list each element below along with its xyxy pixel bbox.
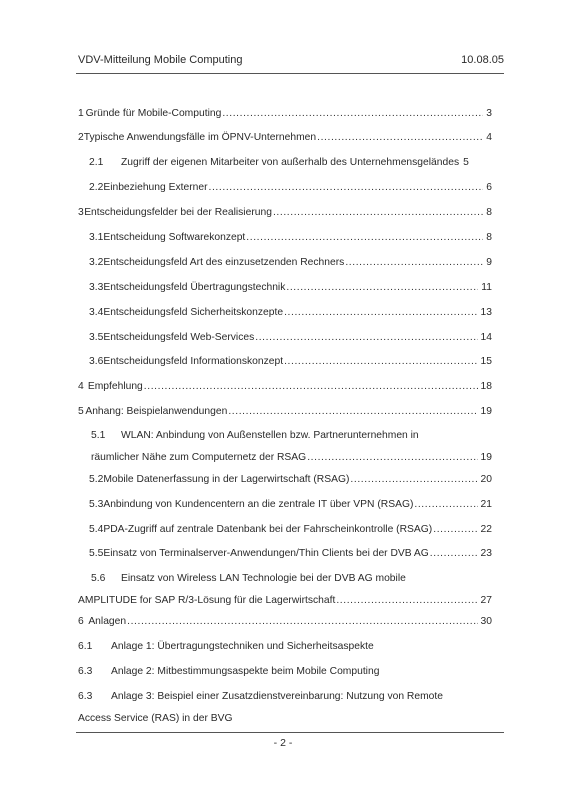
- toc-page: 5: [463, 157, 469, 168]
- toc-title: Einsatz von Wireless LAN Technologie bei der DVB AG mobile: [121, 573, 406, 584]
- toc-leader: [228, 406, 477, 418]
- footer-divider: [76, 732, 504, 733]
- toc-entry[interactable]: [78, 132, 492, 144]
- toc-number: 3.6: [89, 356, 104, 367]
- toc-number: 5.3: [89, 499, 104, 510]
- toc-page: 30: [480, 616, 492, 627]
- toc-leader: [127, 616, 477, 628]
- toc-page: 21: [480, 499, 492, 510]
- toc-number: 5.1: [91, 430, 106, 441]
- toc-page: 8: [486, 207, 492, 218]
- toc-entry[interactable]: [78, 207, 492, 219]
- toc-entry[interactable]: [78, 307, 492, 319]
- toc-page: 20: [480, 474, 492, 485]
- toc-title: Anhang: Beispielanwendungen: [85, 406, 228, 417]
- toc-number: 3.1: [89, 232, 104, 243]
- toc-title: Anlage 2: Mitbestimmungsaspekte beim Mobile Computing: [111, 666, 380, 677]
- toc-leader: [255, 332, 477, 344]
- toc-title: Einsatz von Terminalserver-Anwendungen/Thin Clients bei der DVB AG: [103, 548, 429, 559]
- toc-page: 11: [481, 282, 492, 293]
- toc-leader: [350, 474, 477, 486]
- toc-title: Zugriff der eigenen Mitarbeiter von außerhalb des Unternehmensgeländes: [121, 157, 460, 168]
- toc-entry[interactable]: [78, 524, 492, 536]
- toc-title-continued: Access Service (RAS) in der BVG: [78, 713, 233, 724]
- toc-page: 3: [486, 108, 492, 119]
- toc-leader: [144, 381, 478, 393]
- toc-number: 5.6: [91, 573, 106, 584]
- toc-page: 19: [480, 452, 492, 463]
- toc-number: 5.2: [89, 474, 104, 485]
- toc-number: 6.1: [78, 641, 93, 652]
- toc-entry[interactable]: [78, 641, 492, 653]
- toc-entry[interactable]: [78, 282, 492, 294]
- toc-title: Typische Anwendungsfälle im ÖPNV-Unternehmen: [83, 132, 317, 143]
- toc-page: 23: [480, 548, 492, 559]
- toc-number: 3.5: [89, 332, 104, 343]
- toc-entry[interactable]: [78, 666, 492, 678]
- toc-number: 6.3: [78, 666, 93, 677]
- toc-number: 5.4: [89, 524, 104, 535]
- toc-title: Mobile Datenerfassung in der Lagerwirtschaft (RSAG): [103, 474, 350, 485]
- toc-leader: [284, 356, 477, 368]
- toc-number: 4: [78, 381, 84, 392]
- toc-number: 2.1: [89, 157, 104, 168]
- toc-title: Entscheidungsfeld Web-Services: [103, 332, 255, 343]
- toc-number: 2: [78, 132, 84, 143]
- document-date: 10.08.05: [461, 54, 504, 66]
- toc-title: Entscheidungsfeld Art des einzusetzenden Rechners: [103, 257, 345, 268]
- toc-title: Anlage 1: Übertragungstechniken und Sicherheitsaspekte: [111, 641, 374, 652]
- toc-page: 19: [480, 406, 492, 417]
- toc-title: Entscheidungsfeld Informationskonzept: [103, 356, 284, 367]
- toc-title: Empfehlung: [87, 381, 143, 392]
- header-divider: [76, 73, 504, 74]
- toc-leader: [284, 307, 477, 319]
- toc-entry[interactable]: [78, 474, 492, 486]
- toc-entry[interactable]: [78, 157, 492, 169]
- toc-number: 3.4: [89, 307, 104, 318]
- toc-number: 3.3: [89, 282, 104, 293]
- toc-leader: [307, 452, 477, 464]
- toc-entry[interactable]: [78, 430, 492, 464]
- toc-entry[interactable]: [78, 332, 492, 344]
- toc-number: 5: [78, 406, 84, 417]
- toc-entry[interactable]: [78, 691, 492, 725]
- toc-title: Anlage 3: Beispiel einer Zusatzdienstvereinbarung: Nutzung von Remote: [111, 691, 443, 702]
- toc-number: 2.2: [89, 182, 104, 193]
- toc-title-continued: AMPLITUDE for SAP R/3-Lösung für die Lagerwirtschaft: [78, 595, 336, 606]
- toc-leader: [222, 108, 483, 120]
- toc-title: Gründe für Mobile-Computing: [85, 108, 222, 119]
- toc-entry[interactable]: [78, 356, 492, 368]
- toc-leader: [345, 257, 483, 269]
- toc-entry[interactable]: [78, 548, 492, 560]
- toc-title: Anbindung von Kundencentern an die zentrale IT über VPN (RSAG): [103, 499, 414, 510]
- toc-title: Entscheidungsfeld Sicherheitskonzepte: [103, 307, 284, 318]
- toc-entry[interactable]: [78, 573, 492, 607]
- toc-number: 3: [78, 207, 84, 218]
- toc-entry[interactable]: [78, 381, 492, 393]
- toc-leader: [336, 595, 477, 607]
- toc-page: 27: [480, 595, 492, 606]
- toc-page: 6: [486, 182, 492, 193]
- toc-page: 4: [486, 132, 492, 143]
- toc-leader: [246, 232, 483, 244]
- toc-leader: [209, 182, 484, 194]
- toc-entry[interactable]: [78, 182, 492, 194]
- toc-number: 5.5: [89, 548, 104, 559]
- toc-number: 6: [78, 616, 84, 627]
- toc-page: 14: [480, 332, 492, 343]
- toc-leader: [433, 524, 477, 536]
- toc-leader: [414, 499, 477, 511]
- toc-leader: [430, 548, 478, 560]
- toc-page: 8: [486, 232, 492, 243]
- document-title: VDV-Mitteilung Mobile Computing: [78, 54, 243, 66]
- toc-title: Entscheidungsfelder bei der Realisierung: [84, 207, 272, 218]
- toc-leader: [286, 282, 478, 294]
- toc-leader: [317, 132, 483, 144]
- page-header: [78, 54, 504, 66]
- toc-number: 1: [78, 108, 84, 119]
- toc-title: Entscheidung Softwarekonzept: [103, 232, 246, 243]
- toc-entry[interactable]: [78, 108, 492, 120]
- toc-entry[interactable]: [78, 232, 492, 244]
- toc-title-continued: räumlicher Nähe zum Computernetz der RSAG: [91, 452, 307, 463]
- toc-page: 15: [480, 356, 492, 367]
- toc-title: Einbeziehung Externer: [103, 182, 208, 193]
- toc-page: 9: [486, 257, 492, 268]
- toc-title: WLAN: Anbindung von Außenstellen bzw. Partnerunternehmen in: [121, 430, 419, 441]
- toc-title: PDA-Zugriff auf zentrale Datenbank bei der Fahrscheinkontrolle (RSAG): [103, 524, 433, 535]
- toc-entry[interactable]: [78, 257, 492, 269]
- toc-entry[interactable]: [78, 499, 492, 511]
- toc-page: 18: [480, 381, 492, 392]
- toc-entry[interactable]: [78, 616, 492, 628]
- toc-entry[interactable]: [78, 406, 492, 418]
- page-number: - 2 -: [273, 737, 293, 749]
- toc-title: Anlagen: [88, 616, 127, 627]
- toc-title: Entscheidungsfeld Übertragungstechnik: [103, 282, 286, 293]
- toc-page: 13: [480, 307, 492, 318]
- toc-number: 6.3: [78, 691, 93, 702]
- toc-number: 3.2: [89, 257, 104, 268]
- toc-leader: [273, 207, 483, 219]
- toc-page: 22: [480, 524, 492, 535]
